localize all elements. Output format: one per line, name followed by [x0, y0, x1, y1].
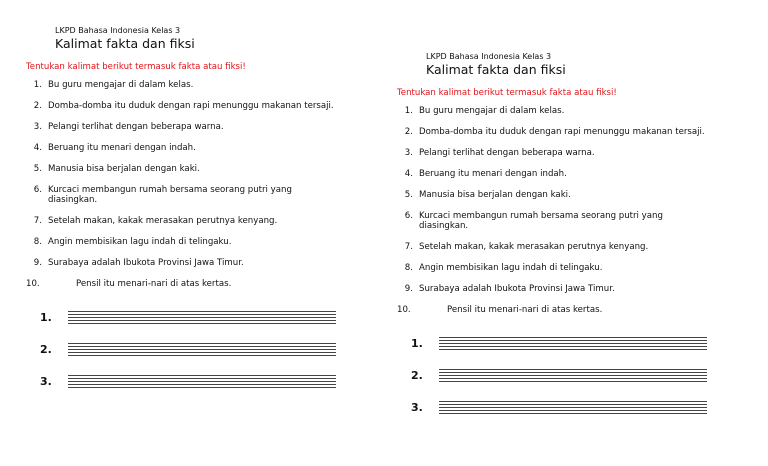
statement-item: [397, 284, 737, 294]
answer-lines[interactable]: [439, 399, 707, 416]
worksheet-right: [397, 52, 737, 423]
statement-item: [26, 216, 366, 226]
statement-text: Kurcaci membangun rumah bersama seorang putri yang diasingkan.: [419, 211, 663, 231]
statement-number: 4.: [33, 143, 42, 153]
statement-text: Angin membisikan lagu indah di telingaku.: [419, 263, 603, 273]
statement-text: Angin membisikan lagu indah di telingaku.: [48, 237, 232, 247]
statement-number: 6.: [404, 211, 413, 221]
statement-text: Kurcaci membangun rumah bersama seorang putri yang diasingkan.: [48, 185, 292, 205]
statement-item: [397, 242, 737, 252]
statement-text: Pelangi terlihat dengan beberapa warna.: [419, 148, 595, 158]
answer-number: 2.: [40, 342, 52, 356]
worksheet-title: Kalimat fakta dan fiksi: [426, 62, 566, 77]
answer-number: 3.: [40, 374, 52, 388]
statement-number: 5.: [33, 164, 42, 174]
answer-row: [411, 359, 737, 391]
statement-number: 1.: [33, 80, 42, 90]
statement-number: 2.: [33, 101, 42, 111]
statement-text: Surabaya adalah Ibukota Provinsi Jawa Timur.: [48, 258, 244, 268]
statement-number: 3.: [404, 148, 413, 158]
statement-item: [26, 80, 366, 90]
statement-text: Pelangi terlihat dengan beberapa warna.: [48, 122, 224, 132]
statement-text: Domba-domba itu duduk dengan rapi menunggu makanan tersaji.: [419, 127, 705, 137]
statement-item: [397, 169, 737, 179]
answer-row: [411, 391, 737, 423]
statement-item: [397, 190, 737, 200]
statement-number: 1.: [404, 106, 413, 116]
statement-list: [26, 80, 366, 289]
statement-item: [397, 263, 737, 273]
answer-row: [411, 327, 737, 359]
answer-number: 3.: [411, 400, 423, 414]
statement-number: 9.: [33, 258, 42, 268]
statement-text: Domba-domba itu duduk dengan rapi menunggu makanan tersaji.: [48, 101, 334, 111]
statement-text: Surabaya adalah Ibukota Provinsi Jawa Timur.: [419, 284, 615, 294]
answer-lines[interactable]: [68, 373, 336, 390]
statement-item: [26, 279, 366, 289]
answer-section: [40, 301, 366, 397]
statement-number: 6.: [33, 185, 42, 195]
statement-item: [26, 164, 366, 174]
subject-label: LKPD Bahasa Indonesia Kelas 3: [55, 26, 181, 35]
answer-section: [411, 327, 737, 423]
statement-item: [26, 185, 366, 205]
statement-item: [26, 101, 366, 111]
statement-number: 7.: [33, 216, 42, 226]
statement-number: 9.: [404, 284, 413, 294]
answer-number: 1.: [411, 336, 423, 350]
subject-label: LKPD Bahasa Indonesia Kelas 3: [426, 52, 552, 61]
statement-item: [397, 305, 737, 315]
statement-item: [397, 211, 737, 231]
statement-item: [26, 122, 366, 132]
statement-number: 3.: [33, 122, 42, 132]
answer-lines[interactable]: [68, 341, 336, 358]
statement-number: 7.: [404, 242, 413, 252]
statement-text: Beruang itu menari dengan indah.: [48, 143, 196, 153]
answer-lines[interactable]: [439, 335, 707, 352]
statement-text: Bu guru mengajar di dalam kelas.: [48, 80, 194, 90]
statement-text: Setelah makan, kakak merasakan perutnya kenyang.: [48, 216, 278, 226]
statement-item: [26, 258, 366, 268]
statement-item: [397, 148, 737, 158]
statement-text: Setelah makan, kakak merasakan perutnya kenyang.: [419, 242, 649, 252]
statement-text: Pensil itu menari-nari di atas kertas.: [76, 279, 232, 289]
statement-number: 4.: [404, 169, 413, 179]
statement-item: [26, 143, 366, 153]
statement-number: 2.: [404, 127, 413, 137]
statement-item: [397, 127, 737, 137]
statement-number: 8.: [33, 237, 42, 247]
answer-number: 1.: [40, 310, 52, 324]
answer-number: 2.: [411, 368, 423, 382]
statement-list: [397, 106, 737, 315]
statement-text: Bu guru mengajar di dalam kelas.: [419, 106, 565, 116]
statement-number: 10.: [397, 305, 411, 315]
statement-text: Manusia bisa berjalan dengan kaki.: [419, 190, 571, 200]
answer-row: [40, 365, 366, 397]
statement-item: [26, 237, 366, 247]
statement-text: Manusia bisa berjalan dengan kaki.: [48, 164, 200, 174]
instruction-text: Tentukan kalimat berikut termasuk fakta atau fiksi!: [26, 62, 246, 72]
answer-lines[interactable]: [68, 309, 336, 326]
answer-row: [40, 301, 366, 333]
statement-number: 10.: [26, 279, 40, 289]
statement-number: 5.: [404, 190, 413, 200]
worksheet-left: [26, 26, 366, 397]
worksheet-title: Kalimat fakta dan fiksi: [55, 36, 195, 51]
answer-lines[interactable]: [439, 367, 707, 384]
statement-text: Pensil itu menari-nari di atas kertas.: [447, 305, 603, 315]
statement-text: Beruang itu menari dengan indah.: [419, 169, 567, 179]
instruction-text: Tentukan kalimat berikut termasuk fakta atau fiksi!: [397, 88, 617, 98]
statement-item: [397, 106, 737, 116]
answer-row: [40, 333, 366, 365]
statement-number: 8.: [404, 263, 413, 273]
